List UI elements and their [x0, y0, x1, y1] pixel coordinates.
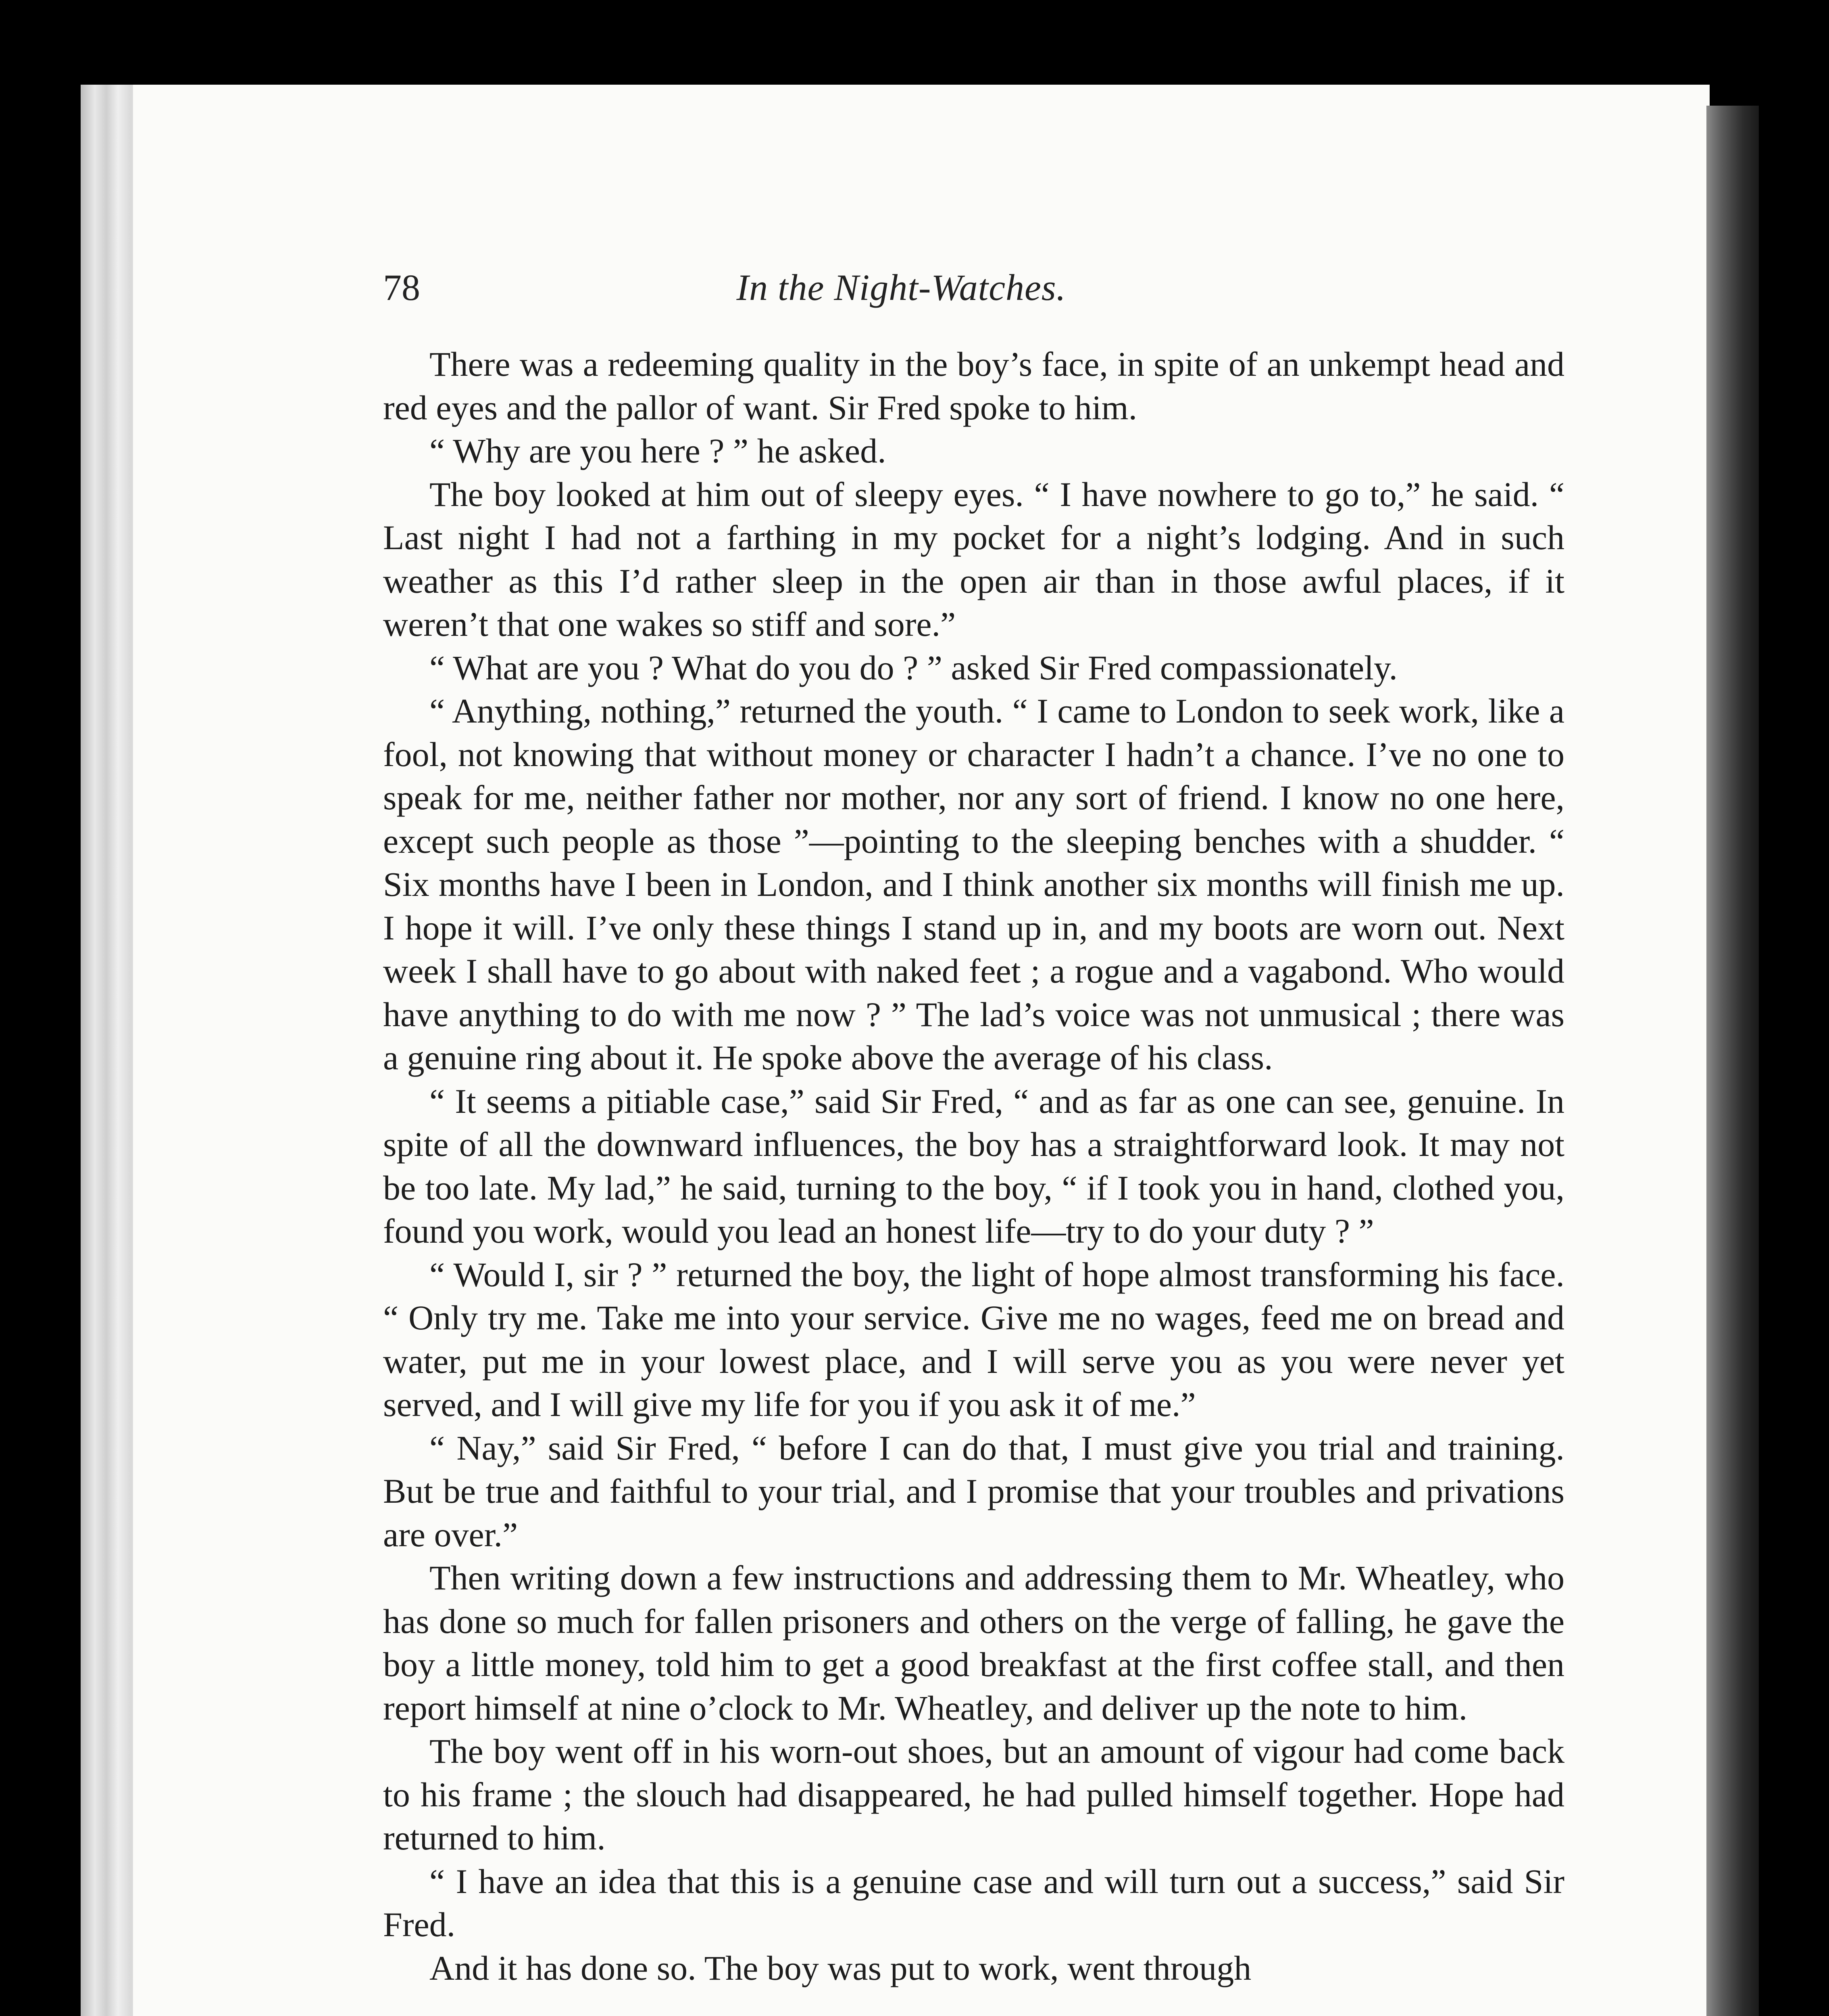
running-title: In the Night-Watches. — [736, 267, 1066, 308]
paragraph: And it has done so. The boy was put to work, went through — [429, 1948, 1252, 1987]
paragraph: “ Would I, sir ? ” returned the boy, the light of hope almost transforming his face. “ Only try me. Take me into your service. Give me no wages, feed me on bread and water, put me in your lowest place, and I will serve you as you were never yet served, and I will give my life for you if you ask it of me.” — [383, 1255, 1564, 1424]
paragraph: “ What are you ? What do you do ? ” asked Sir Fred compassionately. — [429, 648, 1398, 687]
paragraph: There was a redeeming quality in the boy’s face, in spite of an unkempt head and red eyes and the pallor of want. Sir Fred spoke to him. — [383, 345, 1564, 427]
page-header — [250, 266, 1552, 323]
page-number: 78 — [383, 267, 420, 308]
paragraph: “ Nay,” said Sir Fred, “ before I can do that, I must give you trial and training. But be true and faithful to your trial, and I promise that your troubles and privations are over.” — [383, 1428, 1564, 1554]
paragraph: The boy went off in his worn-out shoes, but an amount of vigour had come back to his frame ; the slouch had disappeared, he had pulled himself together. Hope had returned to him. — [383, 1732, 1564, 1857]
paragraph: Then writing down a few instructions and addressing them to Mr. Wheatley, who has done so much for fallen prisoners and others on the verge of falling, he gave the boy a little money, told him to get a good breakfast at the first coffee stall, and then report himself at nine o’clock to Mr. Wheatley, and deliver up the note to him. — [383, 1558, 1564, 1727]
book-binding-edge — [1706, 106, 1759, 2016]
paragraph: “ It seems a pitiable case,” said Sir Fred, “ and as far as one can see, genuine. In spite of all the downward influences, the boy has a straightforward look. It may not be too late. My lad,” he said, turning to the boy, “ if I took you in hand, clothed you, found you work, would you lead an honest life—try to do your duty ? ” — [383, 1081, 1564, 1250]
body-text — [383, 343, 1564, 1990]
paragraph: The boy looked at him out of sleepy eyes. “ I have nowhere to go to,” he said. “ Last night I had not a farthing in my pocket for a night’s lodging. And in such weather as this I’d rather sleep in the open air than in those awful places, if it weren’t that one wakes so stiff and sore.” — [383, 475, 1564, 644]
paragraph: “ Why are you here ? ” he asked. — [429, 431, 886, 470]
paragraph: “ Anything, nothing,” returned the youth. “ I came to London to seek work, like a fool, not knowing that without money or character I hadn’t a chance. I’ve no one to speak for me, neither father nor mother, nor any sort of friend. I know no one here, except such people as those ”—pointing to the sleeping benches with a shudder. “ Six months have I been in London, and I think another six months will finish me up. I hope it will. I’ve only these things I stand up in, and my boots are worn out. Next week I shall have to go about with naked feet ; a rogue and a vagabond. Who would have anything to do with me now ? ” The lad’s voice was not unmusical ; there was a genuine ring about it. He spoke above the average of his class. — [383, 691, 1564, 1077]
paragraph: “ I have an idea that this is a genuine case and will turn out a success,” said Sir Fred. — [383, 1862, 1564, 1944]
